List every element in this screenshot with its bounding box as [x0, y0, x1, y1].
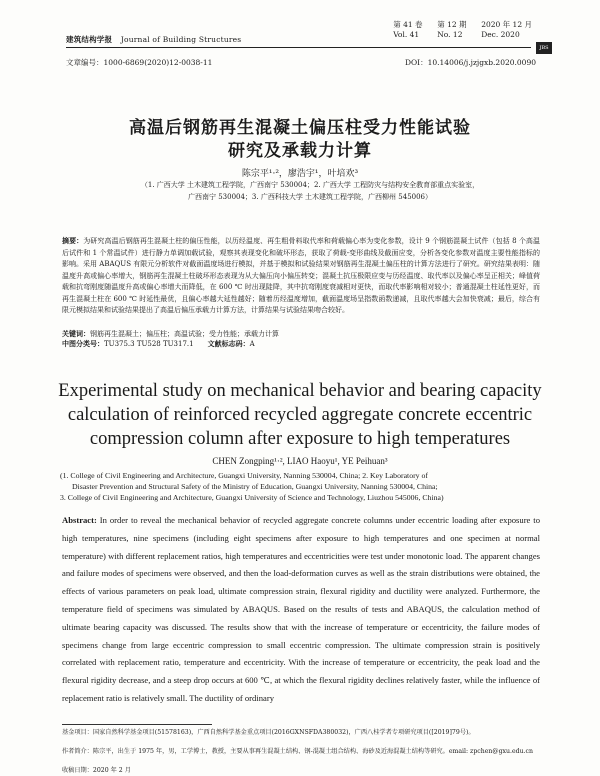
article-meta [66, 57, 536, 68]
date-en: Dec. 2020 [481, 30, 520, 39]
journal-logo-box: JBS [536, 42, 552, 54]
affiliation-en-line2: Disaster Prevention and Structural Safety of the Ministry of Education, Guangxi University, Nanning 530004, China; [72, 482, 438, 491]
abstract-cn-label: 摘要： [62, 237, 84, 245]
authors-cn: 陈宗平¹·²，廖浩宇¹，叶培欢³ [241, 169, 359, 179]
journal-name-cn: 建筑结构学报 [66, 35, 113, 44]
footnote-author: 作者简介：陈宗平，出生于 1975 年，男，工学博士，教授，主要从事再生混凝土结构、钢-混凝土组合结构、海砂及近海混凝土结构等研究。email: zpchen@gxu.edu.cn [62, 748, 533, 755]
classification-cn [62, 339, 540, 349]
journal-name [66, 34, 241, 45]
doi: DOI：10.14006/j.jzjgxb.2020.0090 [404, 58, 536, 67]
authors-en: CHEN Zongping¹·², LIAO Haoyu¹, YE Peihuan³ [212, 456, 388, 466]
footnote-fund: 基金项目：国家自然科学基金项目(51578163)，广西自然科学基金重点项目(2016GXNSFDA380032)，广西八桂学者专项研究项目([2019]79号)。 [62, 729, 475, 736]
article-number: 文章编号：1000-6869(2020)12-0038-11 [66, 58, 213, 67]
title-en-line2: calculation of reinforced recycled aggregate concrete eccentric [67, 405, 533, 425]
affiliation-en-line3: 3. College of Civil Engineering and Architecture, Guangxi University of Science and Technology, Liuzhou 545006, China) [60, 493, 444, 502]
footnote-received: 收稿日期：2020 年 2 月 [62, 767, 131, 774]
issue-info [393, 20, 532, 40]
abstract-cn [62, 236, 540, 317]
page-header [66, 20, 549, 54]
volume-cn: 第 41 卷 [393, 20, 423, 29]
keywords-cn-text: 钢筋再生混凝土；偏压柱；高温试验；受力性能；承载力计算 [90, 330, 279, 338]
keywords-cn-label: 关键词： [62, 329, 90, 338]
clc-code: TU375.3 TU528 TU317.1 [104, 340, 194, 348]
date-cn: 2020 年 12 月 [481, 20, 532, 29]
header-rule [66, 47, 531, 48]
issue-en: No. 12 [437, 30, 463, 39]
abstract-cn-text: 为研究高温后钢筋再生混凝土柱的偏压性能，以历经温度、再生粗骨料取代率和荷载偏心率为变化参数，设计 9 个钢筋混凝土试件（包括 8 个高温后试件和 1 个常温试件）进行静力单调加载试验，观察其表现变化和破坏形态，获取了荷载-变形曲线及截面应变，分析各变化参数对温度主要性能指标的影响。采用 ABAQUS 有限元分析软件对截面温度场进行模拟，并基于模拟和试验结果对钢筋再生混凝土偏压柱的计算方法进行了研究。研究结果表明：随温度升高或偏心率增大，钢筋再生混凝土柱破坏形态表现为从大偏压向小偏压转变；混凝土抗压极限应变与历经温度、取代率以及偏心率呈正相关；峰值荷载和抗弯刚度随温度升高或偏心率增大而降低，在 600 ℃ 时出现陡降，其中抗弯刚度衰减相对更快，而取代率影响相对较小；普通混凝土柱延性更好，而再生混凝土柱在 600 ℃ 时延性最优，且偏心率越大延性越好；随着历经温度增加，截面温度场呈指数函数递减，且取代率越大会加快衰减；最后，综合有限元模拟结果和试验结果提出了高温后偏压承载力计算方法，计算结果与试验结果吻合较好。 [62, 237, 540, 314]
doc-code: A [249, 340, 255, 348]
abstract-en-text: In order to reveal the mechanical behavior of recycled aggregate concrete columns under eccentric loading after exposure to high temperatures, nine specimens (including eight specimens after exposure to high temperatures and one specimen at normal temperature) with different replacement ratios, high temperatures and eccentricities were test under monotonic load. The apparent changes and failure modes of specimens were observed, and then the load-deformation curves as well as the strain distributions were obtained, the effects of various parameters on peak load, ultimate compression strain, flexural rigidity and ductility were analyzed. Furthermore, the temperature field of specimens was simulated by ABAQUS. Based on the results of tests and ABAQUS, the calculation method of ultimate bearing capacity was discussed. The results show that with the increase of temperature or eccentricity, the failure modes of specimens change from large eccentric compression to small eccentric compression. The ultimate compression strain is positively correlated with replacement ratio, temperature and eccentricity. With the increase of temperature or eccentricity, the peak load and the flexural rigidity decrease, and a steep drop occurs at 600 ℃, at which the flexural rigidity declines relatively faster, while the influence of replacement ratio is relatively small. The ductility of ordinary [62, 515, 540, 703]
title-cn-line1: 高温后钢筋再生混凝土偏压柱受力性能试验 [129, 118, 471, 138]
affiliation-en-line1: (1. College of Civil Engineering and Architecture, Guangxi University, Nanning 530004, China; 2. Key Laboratory of [60, 471, 429, 480]
footnote-rule [62, 724, 212, 725]
abstract-en-label: Abstract: [62, 515, 97, 525]
affiliation-cn-line1: （1. 广西大学 土木建筑工程学院，广西南宁 530004；2. 广西大学 工程防灾与结构安全教育部重点实验室， [140, 181, 480, 189]
journal-name-en: Journal of Building Structures [120, 35, 242, 44]
title-cn-line2: 研究及承载力计算 [228, 141, 372, 161]
title-en-line1: Experimental study on mechanical behavior and bearing capacity [58, 381, 542, 401]
abstract-en [62, 512, 540, 708]
affiliation-cn-line2: 广西南宁 530004；3. 广西科技大学 土木建筑工程学院，广西柳州 545006） [187, 193, 433, 201]
volume-en: Vol. 41 [393, 30, 420, 39]
issue-cn: 第 12 期 [437, 20, 467, 29]
clc-label: 中图分类号： [62, 340, 104, 348]
doc-code-label: 文献标志码： [207, 340, 250, 348]
title-en-line3: compression column after exposure to high temperatures [89, 429, 511, 449]
